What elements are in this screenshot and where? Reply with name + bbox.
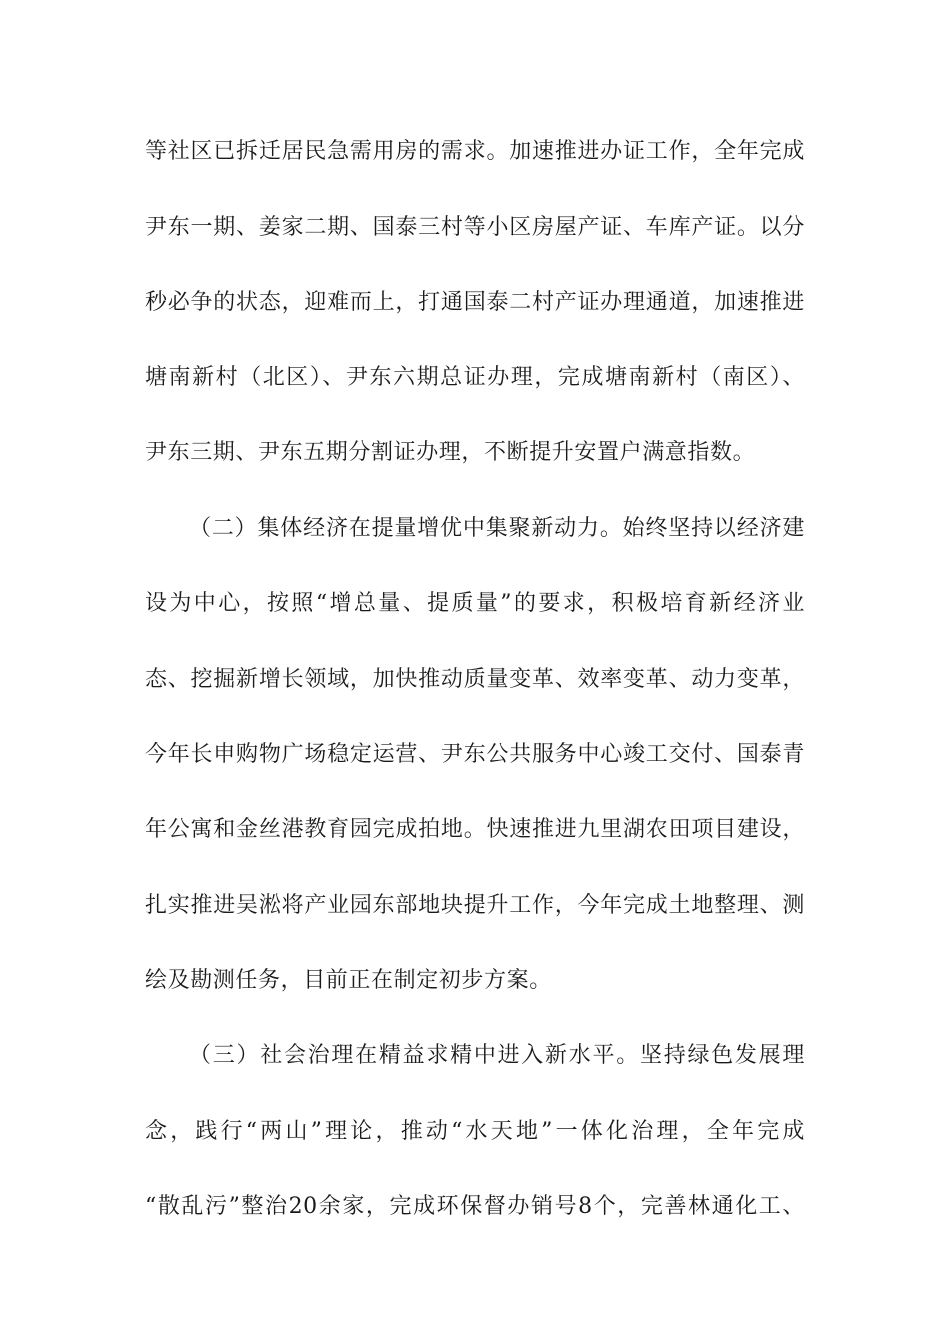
- text-line: 态、挖掘新增长领域，加快推动质量变革、效率变革、动力变革，: [145, 667, 805, 692]
- text-line: 绘及勘测任务，目前正在制定初步方案。: [145, 968, 552, 993]
- paragraph-heading-2: （二）集体经济在提量增优中集聚新动力。始终坚持以经济建: [189, 516, 805, 541]
- text-line: 等社区已拆迁居民急需用房的需求。加速推进办证工作，全年完成: [145, 139, 805, 164]
- text-line: 扎实推进吴淞将产业园东部地块提升工作，今年完成土地整理、测: [145, 893, 805, 918]
- text-line: 念，践行“两山”理论，推动“水天地”一体化治理，全年完成: [145, 1119, 805, 1144]
- text-line: 尹东三期、尹东五期分割证办理，不断提升安置户满意指数。: [145, 440, 756, 465]
- paragraph-heading-3: （三）社会治理在精益求精中进入新水平。坚持绿色发展理: [189, 1043, 805, 1068]
- text-line: 秒必争的状态，迎难而上，打通国泰二村产证办理通道，加速推进: [145, 290, 805, 315]
- text-line: 今年长申购物广场稳定运营、尹东公共服务中心竣工交付、国泰青: [145, 742, 805, 767]
- text-line: “散乱污”整治20余家，完成环保督办销号8个，完善林通化工、: [145, 1194, 805, 1219]
- text-line: 塘南新村（北区）、尹东六期总证办理，完成塘南新村（南区）、: [145, 365, 805, 390]
- text-line: 设为中心，按照“增总量、提质量”的要求，积极培育新经济业: [145, 591, 805, 616]
- text-line: 年公寓和金丝港教育园完成拍地。快速推进九里湖农田项目建设，: [145, 817, 805, 842]
- text-line: 尹东一期、姜家二期、国泰三村等小区房屋产证、车库产证。以分: [145, 215, 805, 240]
